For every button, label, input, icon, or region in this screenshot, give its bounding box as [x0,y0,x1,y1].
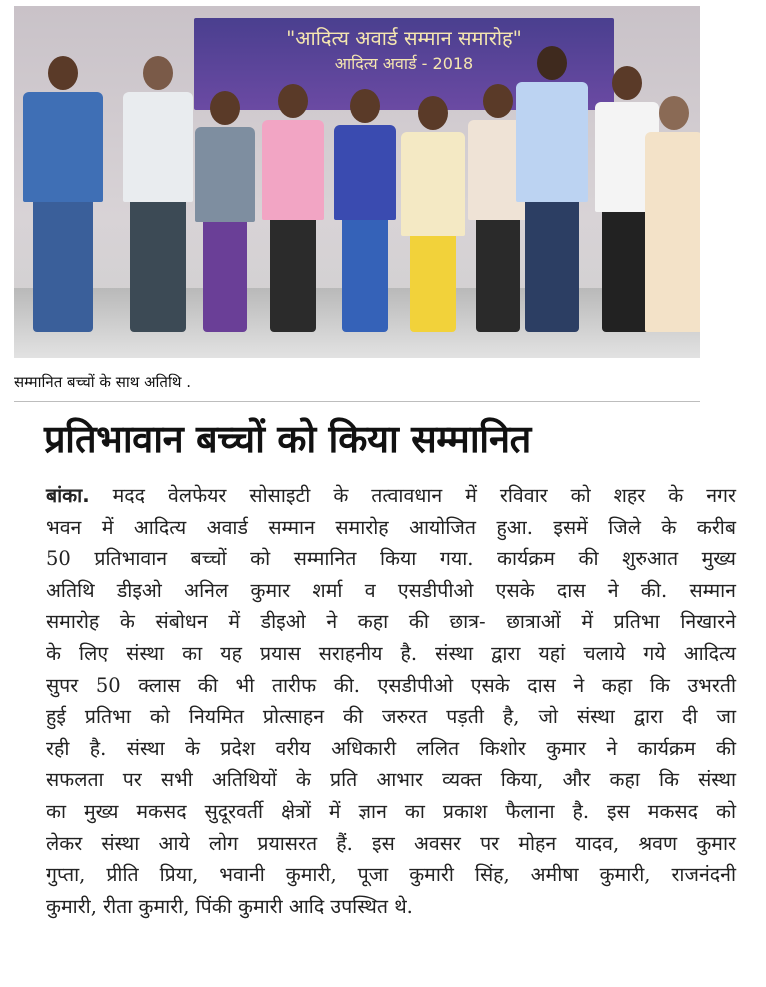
article-line: अतिथि डीइओ अनिल कुमार शर्मा व एसडीपीओ एसके दास ने की. सम्मान [46,578,736,602]
article-body [46,480,736,922]
dateline: बांका. [46,484,90,507]
article-line: 50 प्रतिभावान बच्चों को सम्मानित किया गया. कार्यक्रम की शुरुआत मुख्य [46,547,736,571]
article-line: का मुख्य मकसद सुदूरवर्ती क्षेत्रों में ज्ञान का प्रकाश फैलाना है. इस मकसद को [46,799,736,823]
divider [14,401,700,402]
person-figure [258,84,328,332]
headline: प्रतिभावान बच्चों को किया सम्मानित [44,417,531,461]
article-line: कुमारी, रीता कुमारी, पिंकी कुमारी आदि उपस्थित थे. [46,894,413,918]
photo-caption: सम्मानित बच्चों के साथ अतिथि . [14,373,191,391]
banner-title: "आदित्य अवार्ड सम्मान समारोह" [286,26,522,50]
person-figure [644,96,700,332]
article-line: भवन में आदित्य अवार्ड सम्मान समारोह आयोजित हुआ. इसमें जिले के करीब [46,515,736,539]
article-line: रही है. संस्था के प्रदेश वरीय अधिकारी ललित किशोर कुमार ने कार्यक्रम की [46,736,736,760]
article-line: बांका. मदद वेलफेयर सोसाइटी के तत्वावधान में रविवार को शहर के नगर [46,484,736,507]
person-figure [512,46,592,332]
article-line: सुपर 50 क्लास की भी तारीफ की. एसडीपीओ एसके दास ने कहा कि उभरती [46,673,736,697]
article-line: गुप्ता, प्रीति प्रिया, भवानी कुमारी, पूजा कुमारी सिंह, अमीषा कुमारी, राजनंदनी [46,863,737,887]
banner-subtitle: आदित्य अवार्ड - 2018 [334,54,474,73]
person-figure [190,91,260,332]
article-line: समारोह के संबोधन में डीइओ ने कहा की छात्र- छात्राओं में प्रतिभा निखारने [46,610,736,634]
article-line: लेकर संस्था आये लोग प्रयासरत हैं. इस अवसर पर मोहन यादव, श्रवण कुमार [46,831,736,855]
news-photo [14,6,700,358]
article-line: सफलता पर सभी अतिथियों के प्रति आभार व्यक्त किया, और कहा कि संस्था [46,768,736,792]
person-figure [20,56,106,332]
person-figure [398,96,468,332]
article-line: के लिए संस्था का यह प्रयास सराहनीय है. संस्था द्वारा यहां चलाये गये आदित्य [46,641,736,665]
person-figure [330,89,400,332]
person-figure [118,56,198,332]
article-line: हुई प्रतिभा को नियमित प्रोत्साहन की जरुरत पड़ती है, जो संस्था द्वारा दी जा [46,705,736,729]
